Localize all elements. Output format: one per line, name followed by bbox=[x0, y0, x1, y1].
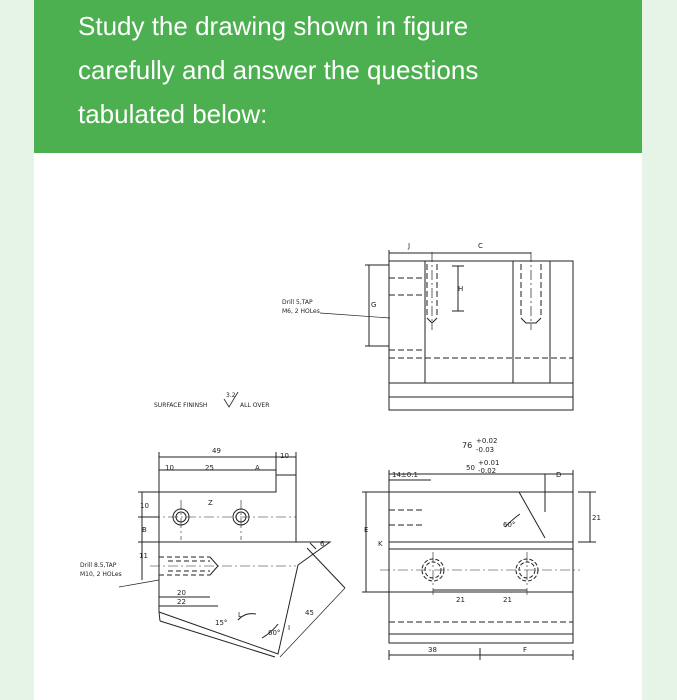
label-J: J bbox=[408, 242, 411, 250]
dim-14: 14±0.1 bbox=[392, 471, 418, 479]
dim-10-top: 10 bbox=[280, 452, 289, 460]
surface-value: 3.2 bbox=[226, 392, 236, 399]
label-B: B bbox=[142, 526, 147, 534]
dim-10-left: 10 bbox=[140, 502, 149, 510]
top-view bbox=[365, 250, 573, 410]
question-line-2: carefully and answer the questions bbox=[78, 55, 479, 85]
label-Z: Z bbox=[208, 499, 213, 507]
dim-21-a: 21 bbox=[456, 596, 465, 604]
drill-tap-top-line1: Drill 5,TAP bbox=[282, 299, 313, 306]
dim-60deg-side: 60° bbox=[503, 521, 516, 529]
dim-50: 50 bbox=[466, 464, 475, 472]
question-line-3: tabulated below: bbox=[78, 99, 268, 129]
dim-22: 22 bbox=[177, 598, 186, 606]
dim-21-b: 21 bbox=[503, 596, 512, 604]
tol-50-up: +0.01 bbox=[478, 459, 500, 467]
dim-10: 10 bbox=[165, 464, 174, 472]
label-D: D bbox=[556, 471, 562, 479]
label-K: K bbox=[378, 540, 383, 548]
dim-6: 6 bbox=[320, 540, 325, 548]
dim-21-right: 21 bbox=[592, 514, 601, 522]
tol-50-dn: -0.02 bbox=[478, 467, 497, 475]
dim-45: 45 bbox=[305, 609, 314, 617]
dim-11: 11 bbox=[139, 552, 148, 560]
tol-76-up: +0.02 bbox=[476, 437, 498, 445]
dim-49: 49 bbox=[212, 447, 221, 455]
label-G: G bbox=[371, 301, 377, 309]
question-line-1: Study the drawing shown in figure bbox=[78, 11, 469, 41]
dim-15deg: 15° bbox=[215, 619, 228, 627]
label-A: A bbox=[255, 464, 260, 472]
label-I: I bbox=[288, 624, 291, 632]
dim-20: 20 bbox=[177, 589, 186, 597]
surface-label: SURFACE FININSH bbox=[154, 402, 208, 409]
drill-tap-top-line2: M6, 2 HOLes bbox=[282, 308, 320, 315]
drill-tap-side-line1: Drill 8.5,TAP bbox=[80, 562, 117, 569]
label-F: F bbox=[523, 646, 528, 654]
dim-60deg-front: 60° bbox=[268, 629, 281, 637]
drill-tap-side-line2: M10, 2 HOLes bbox=[80, 571, 122, 578]
label-L: L bbox=[238, 611, 242, 619]
front-view bbox=[119, 452, 345, 657]
side-view bbox=[362, 470, 596, 660]
label-C: C bbox=[478, 242, 483, 250]
dim-76: 76 bbox=[462, 441, 473, 450]
dim-38: 38 bbox=[428, 646, 437, 654]
label-H: H bbox=[458, 285, 464, 293]
tol-76-dn: -0.03 bbox=[476, 446, 495, 454]
dim-25: 25 bbox=[205, 464, 214, 472]
all-over-label: ALL OVER bbox=[240, 402, 270, 409]
label-E: E bbox=[364, 526, 369, 534]
